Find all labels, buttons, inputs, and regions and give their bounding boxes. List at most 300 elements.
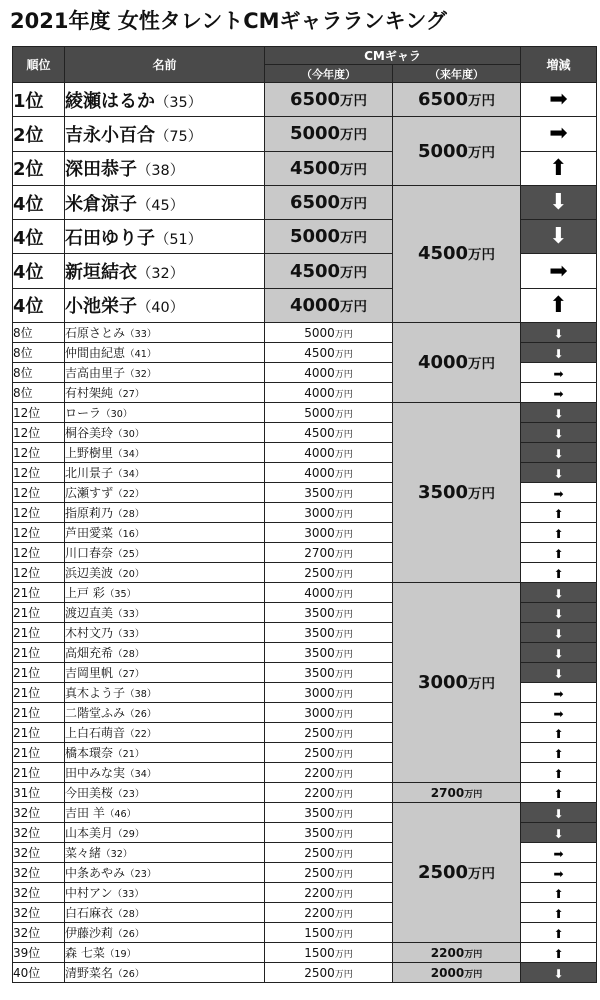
talent-age: （30） <box>113 429 145 441</box>
rank-cell: 8位 <box>13 343 65 363</box>
rank-cell: 21位 <box>13 743 65 763</box>
talent-name: 桐谷美玲 <box>65 426 114 441</box>
current-fee-cell <box>265 583 393 603</box>
fee-unit: 万円 <box>334 609 353 620</box>
next-fee-value: 2200 <box>430 945 465 960</box>
current-fee-value: 3500 <box>304 825 335 840</box>
name-cell <box>65 463 265 483</box>
talent-age: （34） <box>113 469 145 481</box>
talent-age: （22） <box>125 729 157 741</box>
next-fee-cell <box>393 783 521 803</box>
fee-unit: 万円 <box>340 298 368 315</box>
change-cell <box>521 643 597 663</box>
current-fee-cell <box>265 523 393 543</box>
current-fee-value: 1500 <box>304 945 335 960</box>
name-cell <box>65 783 265 803</box>
rank-cell: 21位 <box>13 663 65 683</box>
change-cell <box>521 443 597 463</box>
name-cell <box>65 703 265 723</box>
rank-cell: 21位 <box>13 603 65 623</box>
fee-unit: 万円 <box>468 486 496 503</box>
fee-unit: 万円 <box>334 469 353 480</box>
ranking-rows <box>13 83 597 983</box>
talent-name: 中条あやみ <box>65 866 126 881</box>
current-fee-value: 3000 <box>304 525 335 540</box>
right-arrow-icon: ➡ <box>549 258 568 284</box>
rank-cell: 21位 <box>13 583 65 603</box>
header-change: 増減 <box>521 47 597 83</box>
rank-cell: 4位 <box>13 288 65 322</box>
current-fee-cell <box>265 383 393 403</box>
name-cell <box>65 563 265 583</box>
rank-cell: 31位 <box>13 783 65 803</box>
right-arrow-icon: ➡ <box>549 87 568 113</box>
rank-cell: 32位 <box>13 863 65 883</box>
fee-unit: 万円 <box>334 649 353 660</box>
current-fee-cell <box>265 463 393 483</box>
rank-cell: 12位 <box>13 423 65 443</box>
talent-name: 北川景子 <box>65 466 114 481</box>
name-cell <box>65 151 265 185</box>
change-cell <box>521 583 597 603</box>
fee-unit: 万円 <box>340 196 368 213</box>
change-cell <box>521 943 597 963</box>
change-cell <box>521 343 597 363</box>
fee-unit: 万円 <box>340 264 368 281</box>
table-row <box>13 185 597 219</box>
current-fee-value: 4000 <box>289 294 341 316</box>
fee-unit: 万円 <box>468 866 496 883</box>
fee-unit: 万円 <box>334 669 353 680</box>
talent-name: 石原さとみ <box>65 326 126 341</box>
current-fee-value: 3500 <box>304 645 335 660</box>
down-arrow-icon: ⬇ <box>553 607 564 622</box>
change-cell <box>521 803 597 823</box>
next-fee-value: 6500 <box>417 89 469 111</box>
current-fee-value: 2200 <box>304 765 335 780</box>
change-cell <box>521 83 597 117</box>
fee-unit: 万円 <box>334 889 353 900</box>
talent-age: （23） <box>125 869 157 881</box>
next-fee-value: 3000 <box>417 672 469 694</box>
fee-unit: 万円 <box>334 569 353 580</box>
header-fee: CMギャラ <box>265 47 521 65</box>
table-row <box>13 117 597 151</box>
next-fee-value: 4500 <box>417 243 469 265</box>
current-fee-cell <box>265 703 393 723</box>
current-fee-value: 2500 <box>304 865 335 880</box>
name-cell <box>65 503 265 523</box>
table-row <box>13 323 597 343</box>
current-fee-value: 3500 <box>304 625 335 640</box>
change-cell <box>521 403 597 423</box>
fee-unit: 万円 <box>334 869 353 880</box>
change-cell <box>521 185 597 219</box>
rank-cell: 12位 <box>13 503 65 523</box>
talent-age: （28） <box>113 509 145 521</box>
rank-cell: 21位 <box>13 683 65 703</box>
fee-unit: 万円 <box>468 144 496 161</box>
name-cell <box>65 288 265 322</box>
fee-unit: 万円 <box>334 769 353 780</box>
rank-cell: 12位 <box>13 543 65 563</box>
current-fee-cell <box>265 563 393 583</box>
current-fee-cell <box>265 763 393 783</box>
change-cell <box>521 963 597 983</box>
current-fee-cell <box>265 843 393 863</box>
fee-unit: 万円 <box>334 709 353 720</box>
current-fee-cell <box>265 483 393 503</box>
next-fee-cell <box>393 963 521 983</box>
table-row <box>13 963 597 983</box>
rank-cell: 2位 <box>13 151 65 185</box>
rank-cell: 21位 <box>13 643 65 663</box>
talent-age: （29） <box>113 829 145 841</box>
current-fee-value: 4000 <box>304 365 335 380</box>
current-fee-value: 2500 <box>304 745 335 760</box>
down-arrow-icon: ⬇ <box>553 587 564 602</box>
right-arrow-icon: ➡ <box>553 847 564 862</box>
rank-cell: 4位 <box>13 254 65 288</box>
name-cell <box>65 723 265 743</box>
fee-unit: 万円 <box>334 789 353 800</box>
talent-age: （28） <box>113 909 145 921</box>
next-fee-cell <box>393 943 521 963</box>
page-title: 2021年度 女性タレントCMギャラランキング <box>10 9 447 33</box>
name-cell <box>65 863 265 883</box>
fee-unit: 万円 <box>334 809 353 820</box>
talent-name: 芦田愛菜 <box>65 526 114 541</box>
name-cell <box>65 663 265 683</box>
current-fee-cell <box>265 823 393 843</box>
current-fee-value: 3000 <box>304 705 335 720</box>
up-arrow-icon: ⬆ <box>553 767 564 782</box>
up-arrow-icon: ⬆ <box>553 927 564 942</box>
fee-unit: 万円 <box>334 409 353 420</box>
name-cell <box>65 943 265 963</box>
down-arrow-icon: ⬇ <box>549 224 568 250</box>
talent-age: （34） <box>113 449 145 461</box>
next-fee-cell <box>393 323 521 403</box>
rank-cell: 32位 <box>13 883 65 903</box>
rank-cell: 4位 <box>13 220 65 254</box>
change-cell <box>521 483 597 503</box>
fee-unit: 万円 <box>464 969 483 980</box>
name-cell <box>65 483 265 503</box>
name-cell <box>65 883 265 903</box>
talent-age: （32） <box>101 849 133 861</box>
talent-age: （26） <box>125 709 157 721</box>
current-fee-cell <box>265 403 393 423</box>
rank-cell: 12位 <box>13 463 65 483</box>
talent-age: （16） <box>113 529 145 541</box>
fee-unit: 万円 <box>334 549 353 560</box>
change-cell <box>521 743 597 763</box>
current-fee-value: 2200 <box>304 885 335 900</box>
rank-cell: 12位 <box>13 403 65 423</box>
current-fee-cell <box>265 963 393 983</box>
down-arrow-icon: ⬇ <box>553 467 564 482</box>
up-arrow-icon: ⬆ <box>553 907 564 922</box>
current-fee-cell <box>265 543 393 563</box>
talent-age: （33） <box>113 629 145 641</box>
header-current-year: （今年度） <box>265 65 393 83</box>
talent-name: 清野菜名 <box>65 966 114 981</box>
talent-name: 綾瀬はるか <box>65 90 155 112</box>
talent-age: （33） <box>112 889 144 901</box>
current-fee-value: 2500 <box>304 965 335 980</box>
talent-name: 新垣結衣 <box>65 262 137 284</box>
talent-name: 橋本環奈 <box>65 746 114 761</box>
name-cell <box>65 763 265 783</box>
talent-name: 中村アン <box>65 886 113 901</box>
next-fee-cell <box>393 117 521 186</box>
change-cell <box>521 843 597 863</box>
current-fee-value: 4000 <box>304 445 335 460</box>
current-fee-cell <box>265 883 393 903</box>
change-cell <box>521 503 597 523</box>
rank-cell: 21位 <box>13 763 65 783</box>
current-fee-cell <box>265 423 393 443</box>
fee-unit: 万円 <box>340 127 368 144</box>
next-fee-value: 3500 <box>417 482 469 504</box>
current-fee-cell <box>265 151 393 185</box>
talent-age: （27） <box>113 669 145 681</box>
talent-age: （33） <box>113 609 145 621</box>
talent-age: （33） <box>125 329 157 341</box>
current-fee-value: 2700 <box>304 545 335 560</box>
up-arrow-icon: ⬆ <box>553 887 564 902</box>
name-cell <box>65 543 265 563</box>
down-arrow-icon: ⬇ <box>553 347 564 362</box>
ranking-table <box>12 46 597 983</box>
up-arrow-icon: ⬆ <box>549 292 568 318</box>
current-fee-cell <box>265 943 393 963</box>
talent-age: （38） <box>137 163 185 180</box>
right-arrow-icon: ➡ <box>553 687 564 702</box>
change-cell <box>521 663 597 683</box>
change-cell <box>521 683 597 703</box>
change-cell <box>521 151 597 185</box>
name-cell <box>65 523 265 543</box>
current-fee-value: 2200 <box>304 785 335 800</box>
fee-unit: 万円 <box>468 356 496 373</box>
right-arrow-icon: ➡ <box>553 487 564 502</box>
rank-cell: 8位 <box>13 323 65 343</box>
change-cell <box>521 463 597 483</box>
name-cell <box>65 443 265 463</box>
talent-age: （30） <box>101 409 133 421</box>
talent-name: 渡辺直美 <box>65 606 114 621</box>
current-fee-cell <box>265 663 393 683</box>
fee-unit: 万円 <box>340 93 368 110</box>
talent-name: 上白石萌音 <box>65 726 126 741</box>
current-fee-cell <box>265 803 393 823</box>
current-fee-value: 3000 <box>304 685 335 700</box>
fee-unit: 万円 <box>334 949 353 960</box>
talent-age: （75） <box>155 128 203 145</box>
rank-cell: 1位 <box>13 83 65 117</box>
change-cell <box>521 288 597 322</box>
change-cell <box>521 883 597 903</box>
rank-cell: 8位 <box>13 383 65 403</box>
talent-name: 川口春奈 <box>65 546 114 561</box>
fee-unit: 万円 <box>334 529 353 540</box>
name-cell <box>65 923 265 943</box>
name-cell <box>65 903 265 923</box>
fee-unit: 万円 <box>334 589 353 600</box>
name-cell <box>65 220 265 254</box>
up-arrow-icon: ⬆ <box>553 727 564 742</box>
next-fee-value: 2700 <box>430 785 465 800</box>
current-fee-cell <box>265 643 393 663</box>
talent-name: 有村架純 <box>65 386 114 401</box>
next-fee-value: 4000 <box>417 352 469 374</box>
fee-unit: 万円 <box>334 489 353 500</box>
change-cell <box>521 383 597 403</box>
current-fee-value: 4000 <box>304 465 335 480</box>
change-cell <box>521 763 597 783</box>
fee-unit: 万円 <box>340 230 368 247</box>
up-arrow-icon: ⬆ <box>553 547 564 562</box>
fee-unit: 万円 <box>468 247 496 264</box>
current-fee-cell <box>265 603 393 623</box>
talent-name: 仲間由紀恵 <box>65 346 126 361</box>
talent-name: 今田美桜 <box>65 786 114 801</box>
talent-name: 菜々緒 <box>65 846 102 861</box>
fee-unit: 万円 <box>334 749 353 760</box>
talent-name: 森 七菜 <box>65 946 105 961</box>
change-cell <box>521 563 597 583</box>
change-cell <box>521 723 597 743</box>
change-cell <box>521 903 597 923</box>
name-cell <box>65 583 265 603</box>
current-fee-cell <box>265 363 393 383</box>
talent-name: 広瀬すず <box>65 486 114 501</box>
change-cell <box>521 863 597 883</box>
rank-cell: 32位 <box>13 903 65 923</box>
current-fee-value: 4500 <box>289 260 341 282</box>
current-fee-value: 4500 <box>304 345 335 360</box>
current-fee-value: 2500 <box>304 565 335 580</box>
next-fee-value: 5000 <box>417 140 469 162</box>
rank-cell: 39位 <box>13 943 65 963</box>
current-fee-value: 2200 <box>304 905 335 920</box>
talent-name: 石田ゆり子 <box>65 227 155 249</box>
talent-name: 山本美月 <box>65 826 114 841</box>
rank-cell: 21位 <box>13 723 65 743</box>
current-fee-cell <box>265 220 393 254</box>
current-fee-value: 5000 <box>304 405 335 420</box>
talent-name: 吉高由里子 <box>65 366 126 381</box>
fee-unit: 万円 <box>468 676 496 693</box>
current-fee-value: 4000 <box>304 585 335 600</box>
rank-cell: 12位 <box>13 443 65 463</box>
up-arrow-icon: ⬆ <box>553 747 564 762</box>
rank-cell: 32位 <box>13 843 65 863</box>
fee-unit: 万円 <box>468 93 496 110</box>
current-fee-value: 3500 <box>304 805 335 820</box>
down-arrow-icon: ⬇ <box>553 967 564 982</box>
fee-unit: 万円 <box>334 909 353 920</box>
name-cell <box>65 643 265 663</box>
name-cell <box>65 803 265 823</box>
right-arrow-icon: ➡ <box>553 867 564 882</box>
talent-name: 吉永小百合 <box>65 124 155 146</box>
next-fee-cell <box>393 583 521 783</box>
next-fee-cell <box>393 403 521 583</box>
fee-unit: 万円 <box>334 389 353 400</box>
fee-unit: 万円 <box>334 729 353 740</box>
fee-unit: 万円 <box>334 329 353 340</box>
name-cell <box>65 343 265 363</box>
talent-age: （34） <box>125 769 157 781</box>
next-fee-value: 2500 <box>417 862 469 884</box>
table-row <box>13 403 597 423</box>
talent-name: 米倉涼子 <box>65 193 137 215</box>
fee-unit: 万円 <box>334 969 353 980</box>
talent-name: 上戸 彩 <box>65 586 105 601</box>
talent-name: 深田恭子 <box>65 159 137 181</box>
rank-cell: 2位 <box>13 117 65 151</box>
current-fee-cell <box>265 185 393 219</box>
talent-name: 真木よう子 <box>65 686 126 701</box>
up-arrow-icon: ⬆ <box>553 507 564 522</box>
name-cell <box>65 185 265 219</box>
name-cell <box>65 254 265 288</box>
talent-name: 小池栄子 <box>65 296 137 318</box>
talent-age: （32） <box>137 266 185 283</box>
talent-name: 浜辺美波 <box>65 566 114 581</box>
talent-age: （46） <box>104 809 137 821</box>
name-cell <box>65 823 265 843</box>
change-cell <box>521 220 597 254</box>
change-cell <box>521 703 597 723</box>
table-row <box>13 583 597 603</box>
current-fee-value: 5000 <box>289 226 341 248</box>
rank-cell: 21位 <box>13 703 65 723</box>
talent-name: 白石麻衣 <box>65 906 114 921</box>
talent-age: （41） <box>125 349 157 361</box>
talent-age: （20） <box>113 569 145 581</box>
current-fee-cell <box>265 254 393 288</box>
table-row <box>13 83 597 117</box>
name-cell <box>65 623 265 643</box>
next-fee-cell <box>393 803 521 943</box>
current-fee-cell <box>265 903 393 923</box>
current-fee-cell <box>265 623 393 643</box>
up-arrow-icon: ⬆ <box>553 527 564 542</box>
talent-age: （38） <box>125 689 157 701</box>
name-cell <box>65 603 265 623</box>
change-cell <box>521 254 597 288</box>
up-arrow-icon: ⬆ <box>553 947 564 962</box>
talent-name: 吉田 羊 <box>65 806 105 821</box>
talent-age: （45） <box>137 197 185 214</box>
current-fee-value: 5000 <box>304 325 335 340</box>
change-cell <box>521 323 597 343</box>
current-fee-cell <box>265 117 393 151</box>
current-fee-value: 3000 <box>304 505 335 520</box>
table-row <box>13 803 597 823</box>
table-row <box>13 783 597 803</box>
change-cell <box>521 423 597 443</box>
change-cell <box>521 783 597 803</box>
up-arrow-icon: ⬆ <box>549 155 568 181</box>
rank-cell: 21位 <box>13 623 65 643</box>
current-fee-cell <box>265 443 393 463</box>
current-fee-cell <box>265 723 393 743</box>
